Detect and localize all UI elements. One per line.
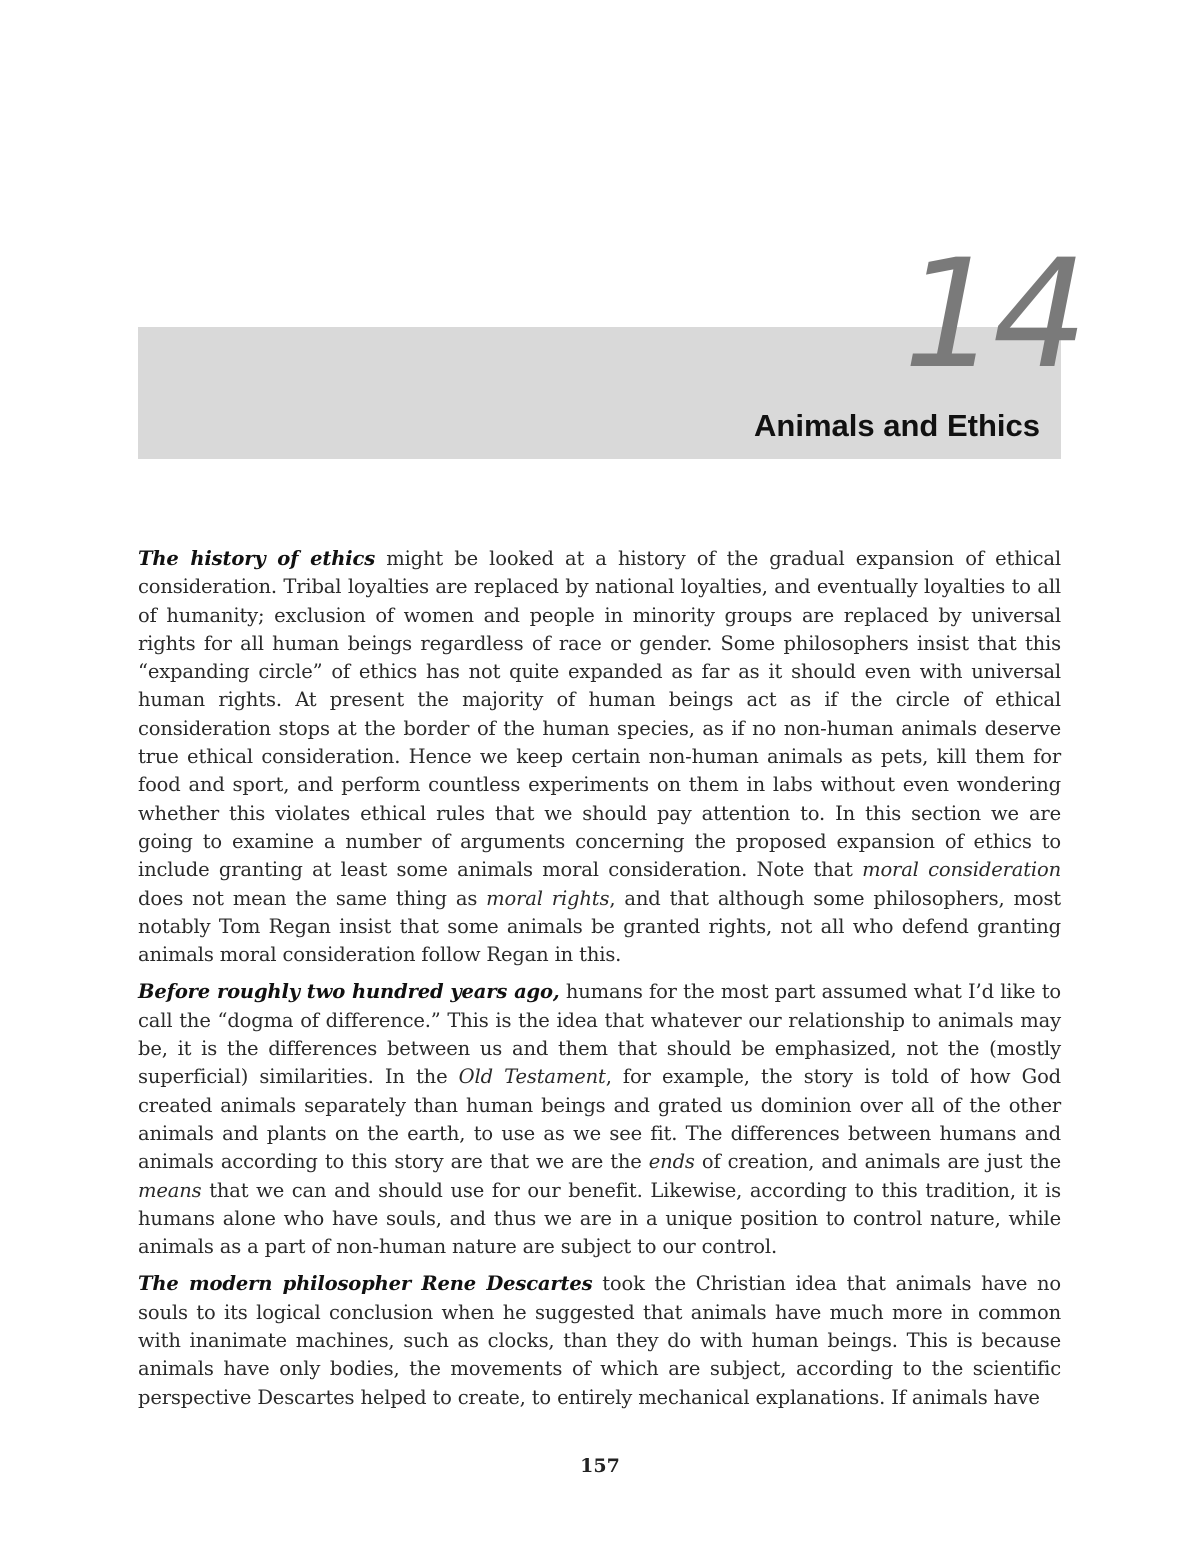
paragraph-text: does not mean the same thing as — [138, 886, 487, 910]
chapter-title: Animals and Ethics — [754, 408, 1040, 443]
chapter-number: 14 — [903, 228, 1082, 402]
emphasis-text: ends — [648, 1150, 695, 1174]
page-number: 157 — [580, 1455, 620, 1477]
emphasis-text: Old Testament — [458, 1065, 606, 1089]
paragraph-lead: The history of ethics — [138, 547, 376, 570]
paragraph-text: that we can and should use for our benefit. Likewise, according to this tradition, it is humans alone who have souls, and thus we are in a unique position to control nature, while animals as a part of non-human nature are subject to our control. — [138, 1178, 1061, 1259]
paragraph-text: took the Christian idea that animals have no souls to its logical conclusion when he suggested that animals have much more in common with inanimate machines, such as clocks, than they do with human beings. This is because animals have only bodies, the movements of which are subject, according to the scientific perspective Descartes helped to create, to entirely mechanical explanations. If animals have — [138, 1272, 1061, 1409]
paragraph-descartes — [138, 1270, 1061, 1411]
paragraph-text: , for example, the story is told of how God created animals separately than human beings and grated us dominion over all of the other animals and plants on the earth, to use as we see fit. The differences between humans and animals according to this story are that we are the — [138, 1065, 1062, 1174]
paragraph-text: might be looked at a history of the gradual expansion of ethical consideration. Tribal loyalties are replaced by national loyalties, and eventually loyalties to all of humanity; exclusion of women and people in minority groups are replaced by universal rights for all human beings regardless of race or gender. Some philosophers insist that this — [138, 547, 1061, 655]
paragraph-history-of-ethics — [138, 545, 1061, 969]
body-text — [138, 545, 1061, 1421]
paragraph-text: of creation, and animals are just the — [694, 1150, 1061, 1174]
paragraph-lead: Before roughly two hundred years ago, — [138, 980, 560, 1004]
paragraph-text: “expanding circle” of ethics has not quite expanded as far as it should even with universal human rights. At present the majority of human beings act as if the circle of ethical consideration stops at the border of the human species, as if no non-human animals deserve true ethical consideration. Hence we keep certain non-human animals as pets, kill them for food and sport, and perform countless experiments on them in labs without even wondering whether this violates ethical rules that we should pay attention to. In this section we are going to examine a number of arguments concerning the proposed expansion of ethics to include granting at least some animals moral consideration. Note that — [138, 660, 1061, 882]
paragraph-text: , and that although some philosophers, most notably Tom Regan insist that some animals be granted rights, not all who defend granting animals moral consideration follow Regan in this. — [138, 886, 1061, 967]
emphasis-text: moral consideration — [862, 858, 1062, 882]
paragraph-dogma-of-difference — [138, 978, 1061, 1261]
paragraph-lead: The modern philosopher Rene Descartes — [138, 1272, 593, 1296]
paragraph-text: humans for the most part assumed what I’d like to call the “dogma of difference.” This is the idea that whatever our relationship to animals may be, it is the differences between us and them that should be emphasized, not the (mostly superficial) similarities. In the — [138, 980, 1061, 1089]
emphasis-text: means — [138, 1178, 202, 1202]
emphasis-text: moral rights — [486, 886, 610, 910]
